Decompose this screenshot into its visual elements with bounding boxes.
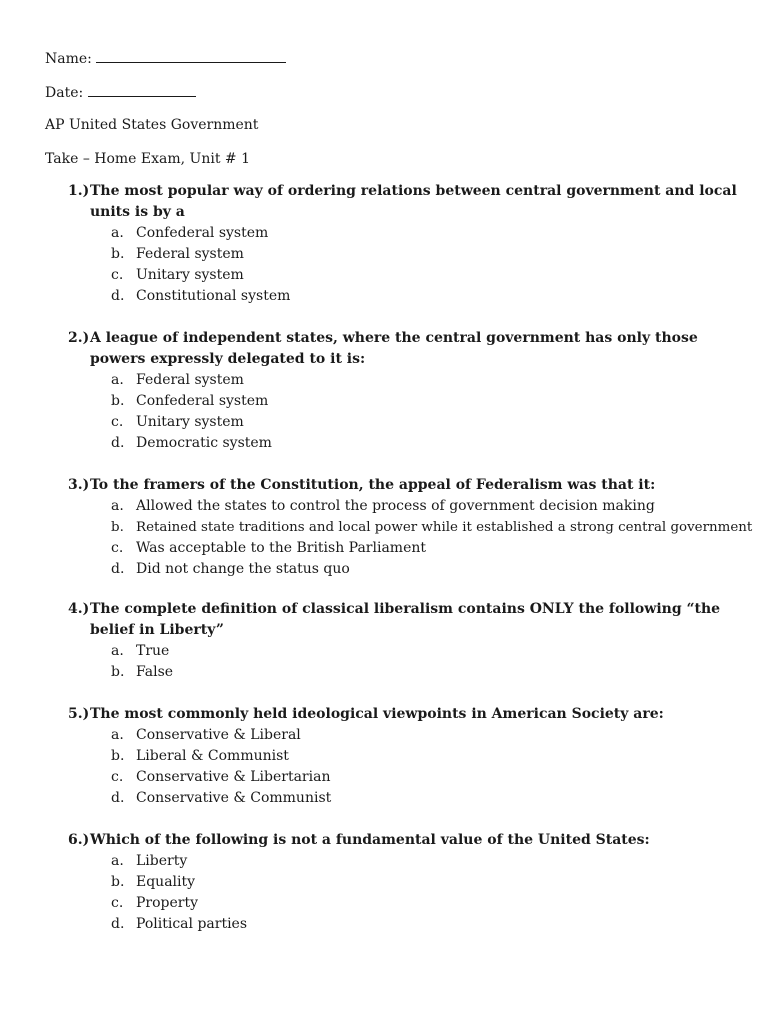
option-text: Liberal & Communist	[136, 748, 289, 764]
question-number: 2.)	[68, 330, 90, 346]
option-c[interactable]	[68, 893, 738, 914]
question-text: Which of the following is not a fundamental value of the United States:	[90, 832, 650, 848]
exam-title: Take – Home Exam, Unit # 1	[45, 151, 251, 167]
option-d[interactable]	[68, 433, 738, 454]
option-a[interactable]	[68, 641, 738, 662]
question-number: 4.)	[68, 601, 90, 617]
option-text: Federal system	[136, 372, 244, 388]
option-text: Property	[136, 895, 199, 911]
option-list	[68, 851, 738, 935]
option-a[interactable]	[68, 496, 738, 517]
option-list	[68, 223, 738, 307]
option-letter: d.	[111, 790, 125, 806]
question-3	[68, 475, 753, 580]
option-letter: d.	[111, 561, 125, 577]
course-title: AP United States Government	[45, 117, 259, 133]
option-letter: a.	[111, 727, 124, 743]
option-letter: a.	[111, 643, 124, 659]
option-text: Conservative & Libertarian	[136, 769, 331, 785]
question-1	[68, 181, 738, 307]
option-b[interactable]	[68, 391, 738, 412]
option-letter: a.	[111, 853, 124, 869]
date-line	[45, 83, 196, 102]
option-letter: a.	[111, 225, 124, 241]
option-a[interactable]	[68, 223, 738, 244]
option-letter: c.	[111, 267, 124, 283]
option-c[interactable]	[68, 412, 738, 433]
option-text: Conservative & Liberal	[136, 727, 301, 743]
option-text: Confederal system	[136, 225, 269, 241]
option-text: Retained state traditions and local power while it established a strong central government	[136, 520, 753, 535]
name-label: Name:	[45, 51, 92, 67]
option-b[interactable]	[68, 746, 738, 767]
option-text: Was acceptable to the British Parliament	[136, 540, 427, 556]
date-label: Date:	[45, 85, 84, 101]
question-2	[68, 328, 738, 454]
question-text: To the framers of the Constitution, the appeal of Federalism was that it:	[90, 477, 656, 493]
question-stem	[68, 704, 738, 725]
question-text: The most commonly held ideological viewpoints in American Society are:	[90, 706, 664, 722]
question-stem	[68, 328, 738, 370]
option-letter: c.	[111, 414, 124, 430]
question-text: The complete definition of classical liberalism contains ONLY the following “the belief in Liberty”	[90, 601, 721, 638]
question-number: 3.)	[68, 477, 90, 493]
option-letter: c.	[111, 895, 124, 911]
option-text: Federal system	[136, 246, 244, 262]
option-text: Liberty	[136, 853, 188, 869]
option-letter: c.	[111, 540, 124, 556]
option-letter: b.	[111, 664, 125, 680]
name-line	[45, 49, 286, 68]
option-text: True	[136, 643, 170, 659]
option-a[interactable]	[68, 370, 738, 391]
option-letter: c.	[111, 769, 124, 785]
option-text: Conservative & Communist	[136, 790, 332, 806]
option-text: False	[136, 664, 174, 680]
option-d[interactable]	[68, 788, 738, 809]
option-b[interactable]	[68, 244, 738, 265]
option-text: Confederal system	[136, 393, 269, 409]
option-text: Unitary system	[136, 267, 244, 283]
option-d[interactable]	[68, 559, 738, 580]
option-list	[68, 496, 753, 580]
option-d[interactable]	[68, 914, 738, 935]
option-letter: b.	[111, 246, 125, 262]
name-blank[interactable]	[96, 49, 286, 63]
option-b[interactable]	[68, 517, 753, 538]
question-stem	[68, 475, 738, 496]
option-letter: d.	[111, 916, 125, 932]
option-text: Democratic system	[136, 435, 272, 451]
date-blank[interactable]	[88, 83, 196, 97]
option-list	[68, 725, 738, 809]
option-b[interactable]	[68, 872, 738, 893]
option-text: Political parties	[136, 916, 248, 932]
option-letter: b.	[111, 874, 125, 890]
option-letter: a.	[111, 498, 124, 514]
option-text: Unitary system	[136, 414, 244, 430]
option-text: Did not change the status quo	[136, 561, 350, 577]
option-text: Equality	[136, 874, 196, 890]
option-list	[68, 370, 738, 454]
option-c[interactable]	[68, 265, 738, 286]
question-number: 5.)	[68, 706, 90, 722]
option-letter: b.	[111, 748, 125, 764]
option-a[interactable]	[68, 725, 738, 746]
question-stem	[68, 830, 738, 851]
option-text: Allowed the states to control the process of government decision making	[136, 498, 655, 514]
question-stem	[68, 599, 738, 641]
option-letter: d.	[111, 288, 125, 304]
option-text: Constitutional system	[136, 288, 291, 304]
question-4	[68, 599, 738, 683]
question-stem	[68, 181, 738, 223]
question-text: A league of independent states, where the central government has only those powers expressly delegated to it is:	[90, 330, 698, 367]
question-5	[68, 704, 738, 809]
question-number: 6.)	[68, 832, 90, 848]
option-list	[68, 641, 738, 683]
option-d[interactable]	[68, 286, 738, 307]
option-letter: a.	[111, 372, 124, 388]
question-number: 1.)	[68, 183, 90, 199]
option-c[interactable]	[68, 767, 738, 788]
option-a[interactable]	[68, 851, 738, 872]
option-c[interactable]	[68, 538, 738, 559]
question-text: The most popular way of ordering relations between central government and local units is by a	[90, 183, 737, 220]
question-6	[68, 830, 738, 935]
option-b[interactable]	[68, 662, 738, 683]
option-letter: b.	[111, 393, 125, 409]
option-letter: b.	[111, 520, 124, 535]
option-letter: d.	[111, 435, 125, 451]
